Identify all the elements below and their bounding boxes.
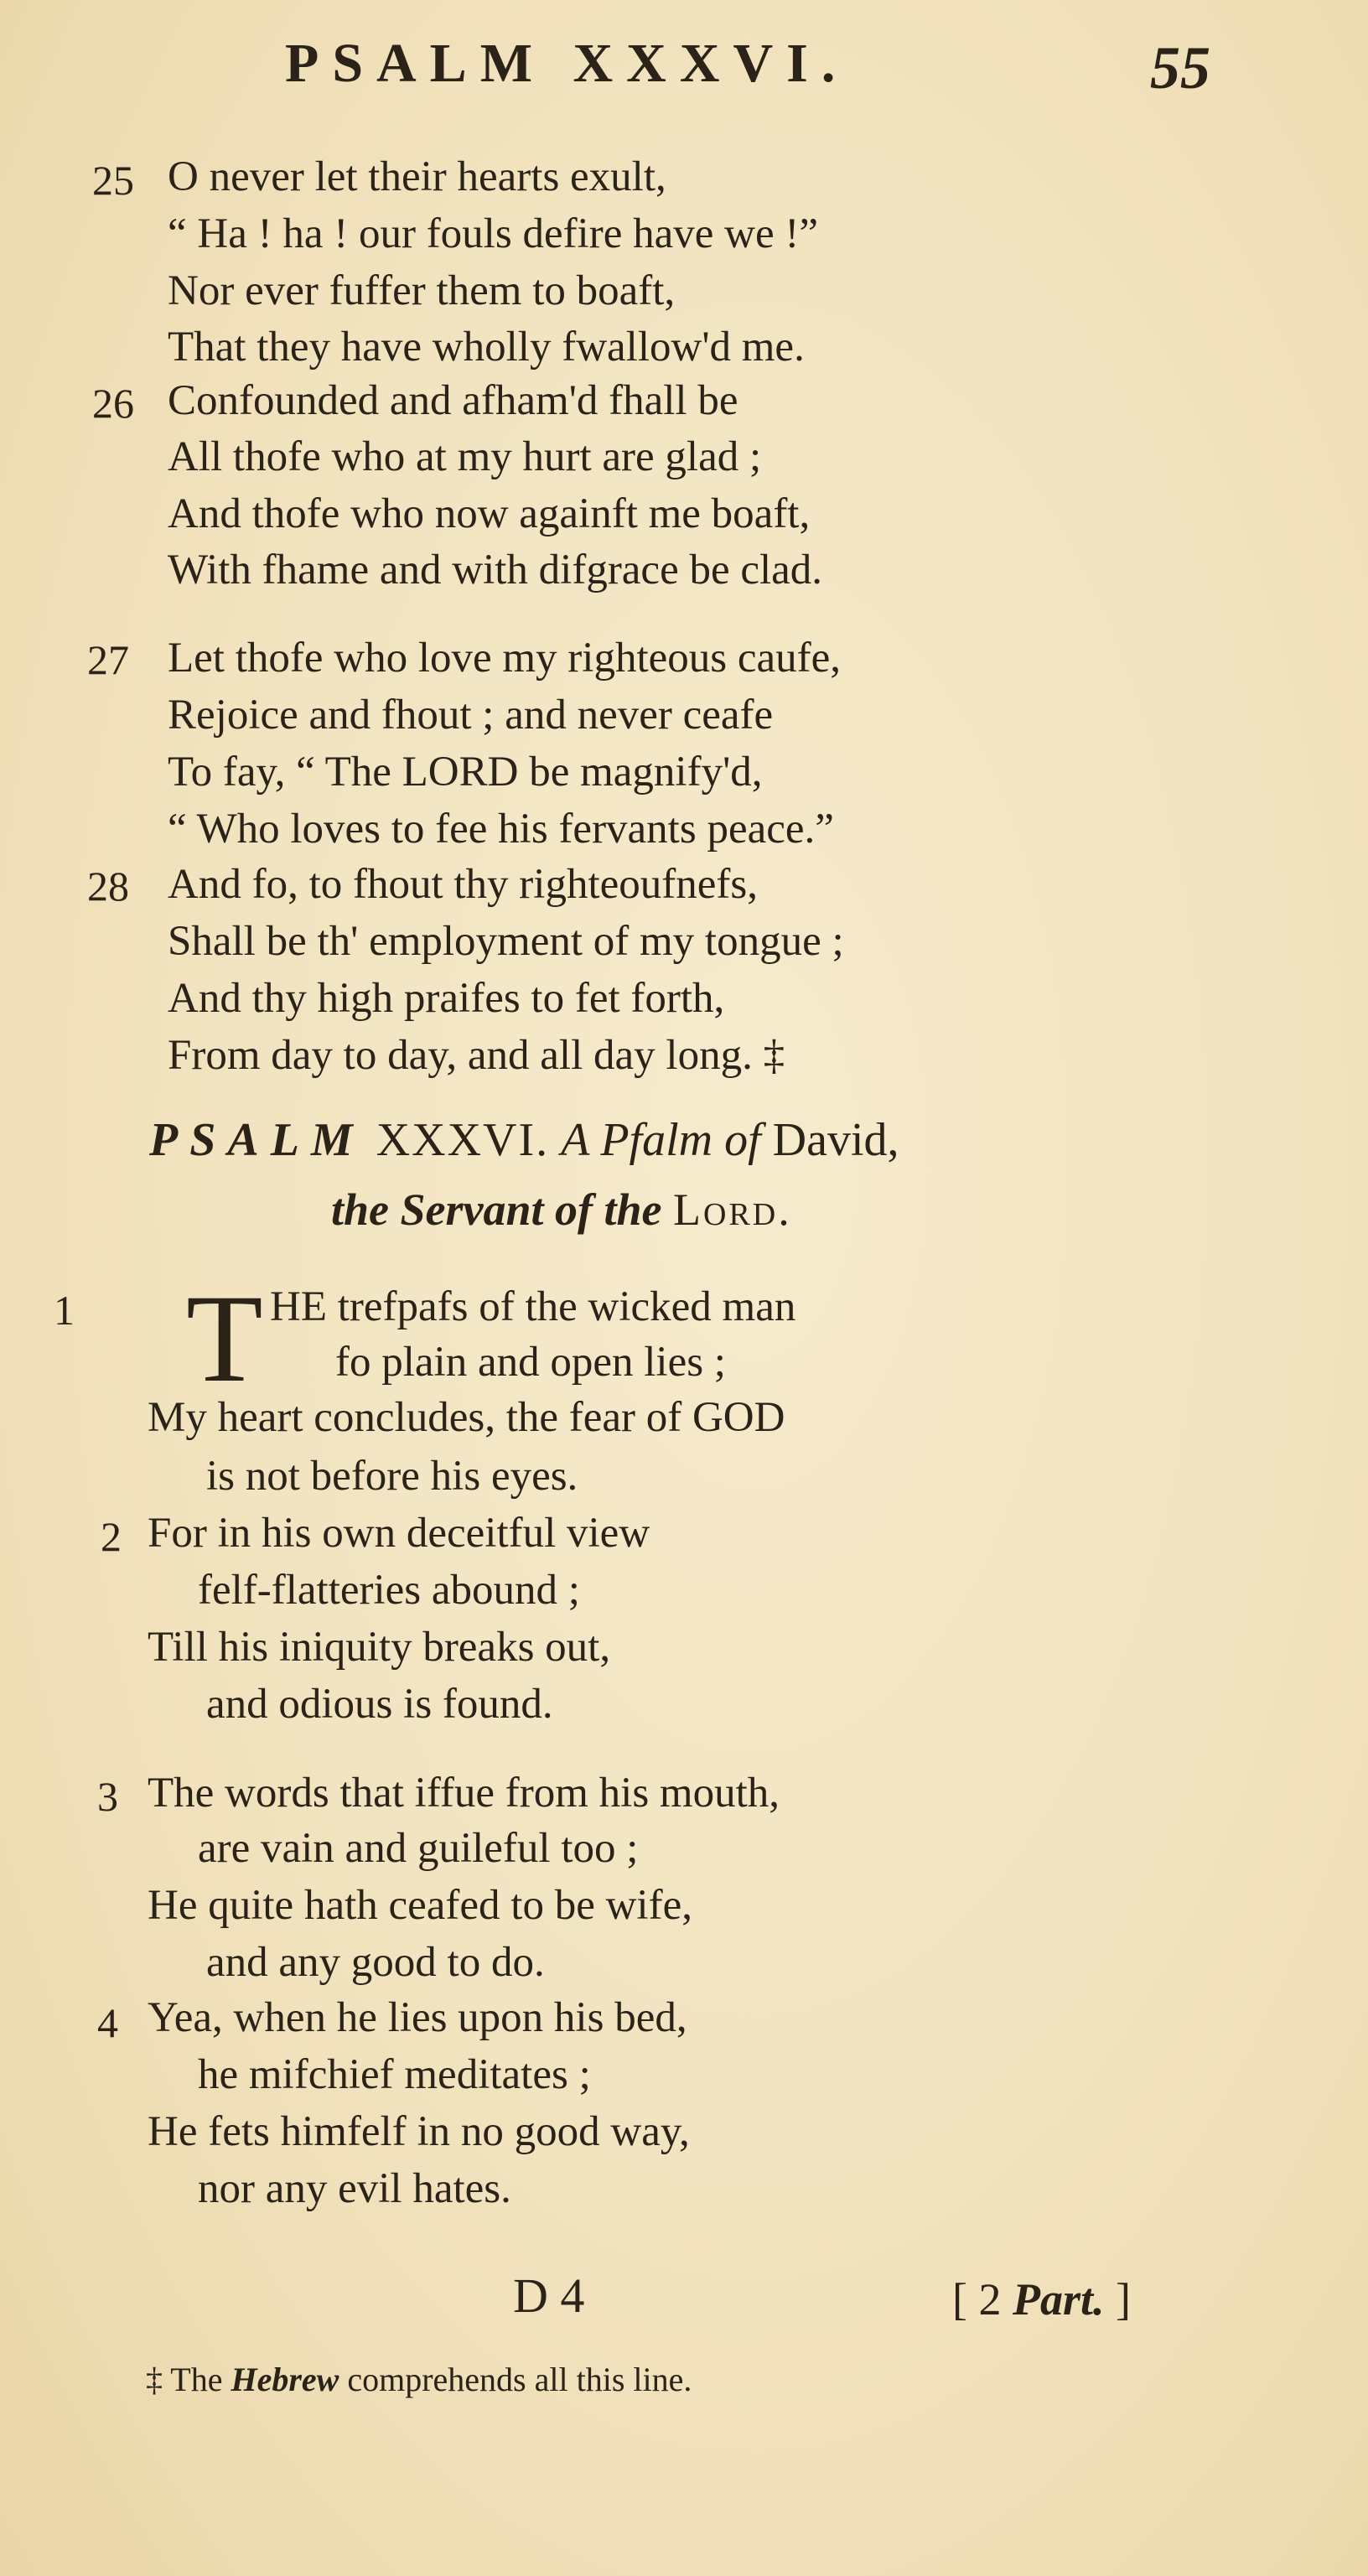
catchword-part: Part. xyxy=(1012,2274,1105,2325)
psalm-author: David, xyxy=(772,1114,899,1166)
footnote xyxy=(146,2360,692,2399)
verse-line: fo plain and open lies ; xyxy=(335,1339,726,1386)
verse-line: is not before his eyes. xyxy=(206,1453,578,1500)
verse-number: 28 xyxy=(87,863,129,910)
verse-line: Yea, when he lies upon his bed, xyxy=(148,1994,687,2041)
drop-cap: T xyxy=(186,1269,263,1408)
verse-number: 26 xyxy=(92,380,134,427)
verse-number: 4 xyxy=(97,1999,118,2046)
verse-line: Till his iniquity breaks out, xyxy=(148,1624,611,1671)
verse-line: Confounded and afham'd fhall be xyxy=(168,377,738,424)
verse-line: and any good to do. xyxy=(206,1939,545,1986)
verse-line: And thy high praifes to fet forth, xyxy=(168,975,725,1022)
footnote-hebrew: Hebrew xyxy=(231,2361,339,2398)
psalm-heading xyxy=(149,1113,899,1167)
page-number: 55 xyxy=(1150,34,1210,101)
psalm-subheading xyxy=(331,1184,792,1236)
catchword-open: [ 2 xyxy=(952,2274,1002,2325)
verse-line: are vain and guileful too ; xyxy=(198,1825,639,1872)
verse-line: With fhame and with difgrace be clad. xyxy=(168,547,823,593)
verse-line: For in his own deceitful view xyxy=(148,1510,650,1557)
verse-line: The words that iffue from his mouth, xyxy=(148,1770,780,1817)
psalm-attribution: A Pfalm of xyxy=(561,1114,761,1166)
verse-line: That they have wholly fwallow'd me. xyxy=(168,324,805,371)
verse-number: 25 xyxy=(92,157,134,204)
verse-number: 3 xyxy=(97,1773,118,1820)
verse-line: Nor ever fuffer them to boaft, xyxy=(168,267,676,314)
verse-number: 27 xyxy=(87,636,129,683)
verse-line: Shall be th' employment of my tongue ; xyxy=(168,918,844,965)
verse-line: To fay, “ The LORD be magnify'd, xyxy=(168,749,763,796)
verse-line: Rejoice and fhout ; and never ceafe xyxy=(168,692,774,739)
verse-number: 1 xyxy=(54,1287,75,1334)
verse-line: He fets himfelf in no good way, xyxy=(148,2108,690,2155)
footnote-the: The xyxy=(170,2361,223,2398)
footnote-mark: ‡ xyxy=(146,2361,163,2398)
verse-line: From day to day, and all day long. ‡ xyxy=(168,1032,785,1079)
verse-line: he mifchief meditates ; xyxy=(198,2051,591,2098)
catchword-close: ] xyxy=(1116,2274,1131,2325)
psalm-subheading-text: the Servant of the xyxy=(331,1184,662,1235)
verse-line: My heart concludes, the fear of GOD xyxy=(148,1394,785,1441)
verse-line: “ Ha ! ha ! our fouls defire have we !” xyxy=(168,210,818,257)
verse-line: And thofe who now againft me boaft, xyxy=(168,490,811,537)
verse-line: O never let their hearts exult, xyxy=(168,153,666,200)
catchword xyxy=(952,2273,1131,2325)
verse-line: All thofe who at my hurt are glad ; xyxy=(168,433,762,480)
running-header: PSALM XXXVI. xyxy=(285,33,849,94)
verse-line: “ Who loves to fee his fervants peace.” xyxy=(168,806,834,853)
verse-line: nor any evil hates. xyxy=(198,2165,511,2212)
verse-number: 2 xyxy=(101,1513,122,1560)
verse-line: Let thofe who love my righteous caufe, xyxy=(168,635,842,682)
verse-line: He quite hath ceafed to be wife, xyxy=(148,1882,692,1929)
psalm-number: XXXVI. xyxy=(376,1114,550,1166)
psalm-subheading-lord: Lord. xyxy=(673,1184,792,1235)
verse-line: felf-flatteries abound ; xyxy=(198,1567,580,1614)
verse-line: HE trefpafs of the wicked man xyxy=(270,1283,796,1330)
signature-mark: D 4 xyxy=(513,2268,585,2323)
psalm-word: PSALM xyxy=(149,1114,365,1166)
footnote-text: comprehends all this line. xyxy=(347,2361,692,2398)
verse-line: and odious is found. xyxy=(206,1681,553,1728)
verse-line: And fo, to fhout thy righteoufnefs, xyxy=(168,861,758,908)
